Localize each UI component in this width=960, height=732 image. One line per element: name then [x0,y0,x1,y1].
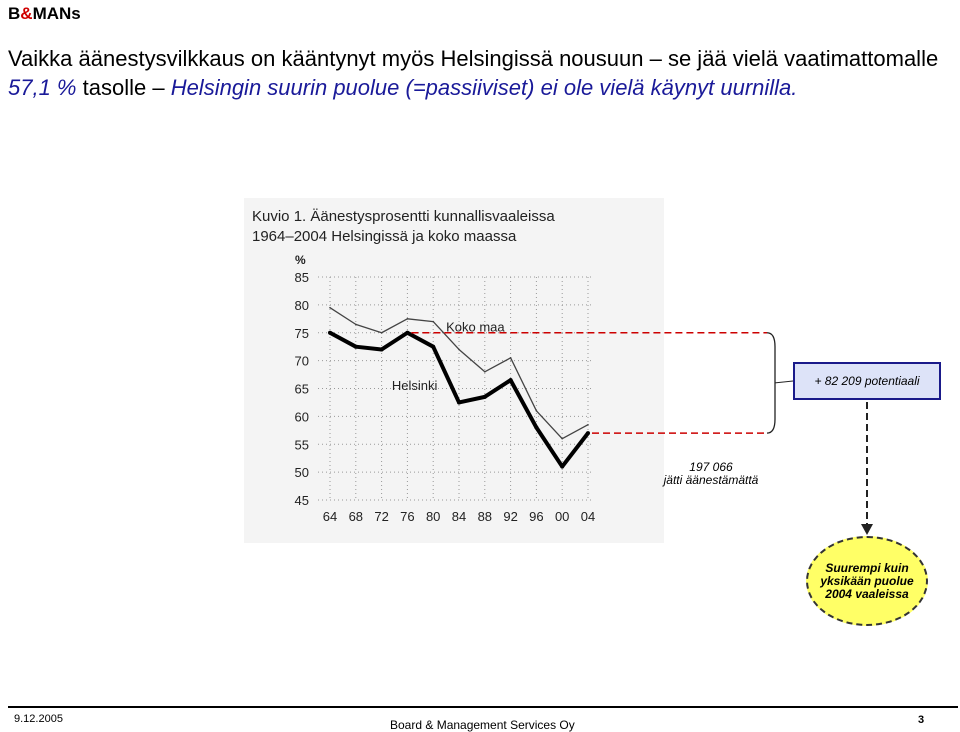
nonvoters-note [643,461,779,487]
x-tick-label: 00 [554,509,570,524]
y-tick-label: 55 [294,437,309,453]
largest-party-ellipse [806,536,928,626]
headline-part1: Vaikka äänestysvilkkaus on kääntynyt myös Helsingissä nousuun [8,46,644,71]
y-tick-label: 50 [294,465,309,481]
logo: B&MANs [8,4,81,23]
headline-part2: se jää vielä vaatimattomalle [667,46,939,71]
x-tick-label: 80 [425,509,441,524]
x-tick-label: 72 [374,509,389,524]
x-tick-label: 68 [348,509,364,524]
headline-highlight2: Helsingin suurin puolue (=passiiviset) ei ole vielä käynyt uurnilla. [170,75,798,100]
x-tick-label: 92 [503,509,518,524]
brace-pointer [775,381,793,383]
x-tick-label: 76 [400,509,415,524]
x-tick-label: 88 [477,509,493,524]
x-tick-label: 96 [529,509,544,524]
y-tick-label: 45 [294,493,309,508]
x-tick-label: 84 [451,509,467,524]
y-tick-label: 75 [294,325,309,341]
nonvoters-count: 197 066 [689,460,733,474]
headline-dash1: – [643,46,668,71]
y-tick-label: 80 [294,297,309,313]
down-arrow-head [861,524,873,535]
footer-company: Board & Management Services Oy [390,718,575,732]
nonvoters-label: jätti äänestämättä [663,473,759,487]
y-axis-label: % [295,253,306,267]
chart-title: Kuvio 1. Äänestysprosentti kunnallisvaaleissa [252,208,555,225]
footer-date: 9.12.2005 [14,713,63,725]
headline-highlight1: 57,1 % [8,75,77,100]
headline-dash2: – [146,75,171,100]
series-label: Helsinki [391,378,438,394]
y-tick-label: 85 [294,270,309,285]
x-tick-label: 04 [580,509,596,524]
footer-divider [8,706,958,708]
slide-headline [8,44,948,102]
headline-part3: tasolle [76,75,147,100]
chart-panel [244,198,664,543]
y-tick-label: 70 [294,353,309,369]
largest-party-text: Suurempi kuin yksikään puolue 2004 vaaleissa [820,560,914,601]
page-number: 3 [918,714,925,726]
x-tick-label: 64 [322,509,338,524]
y-tick-label: 65 [294,381,309,397]
potential-box: + 82 209 potentiaali [793,362,941,400]
chart-subtitle: 1964–2004 Helsingissä ja koko maassa [252,228,517,245]
y-tick-label: 60 [294,409,309,425]
series-label: Koko maa [446,319,505,335]
brace [767,333,775,433]
